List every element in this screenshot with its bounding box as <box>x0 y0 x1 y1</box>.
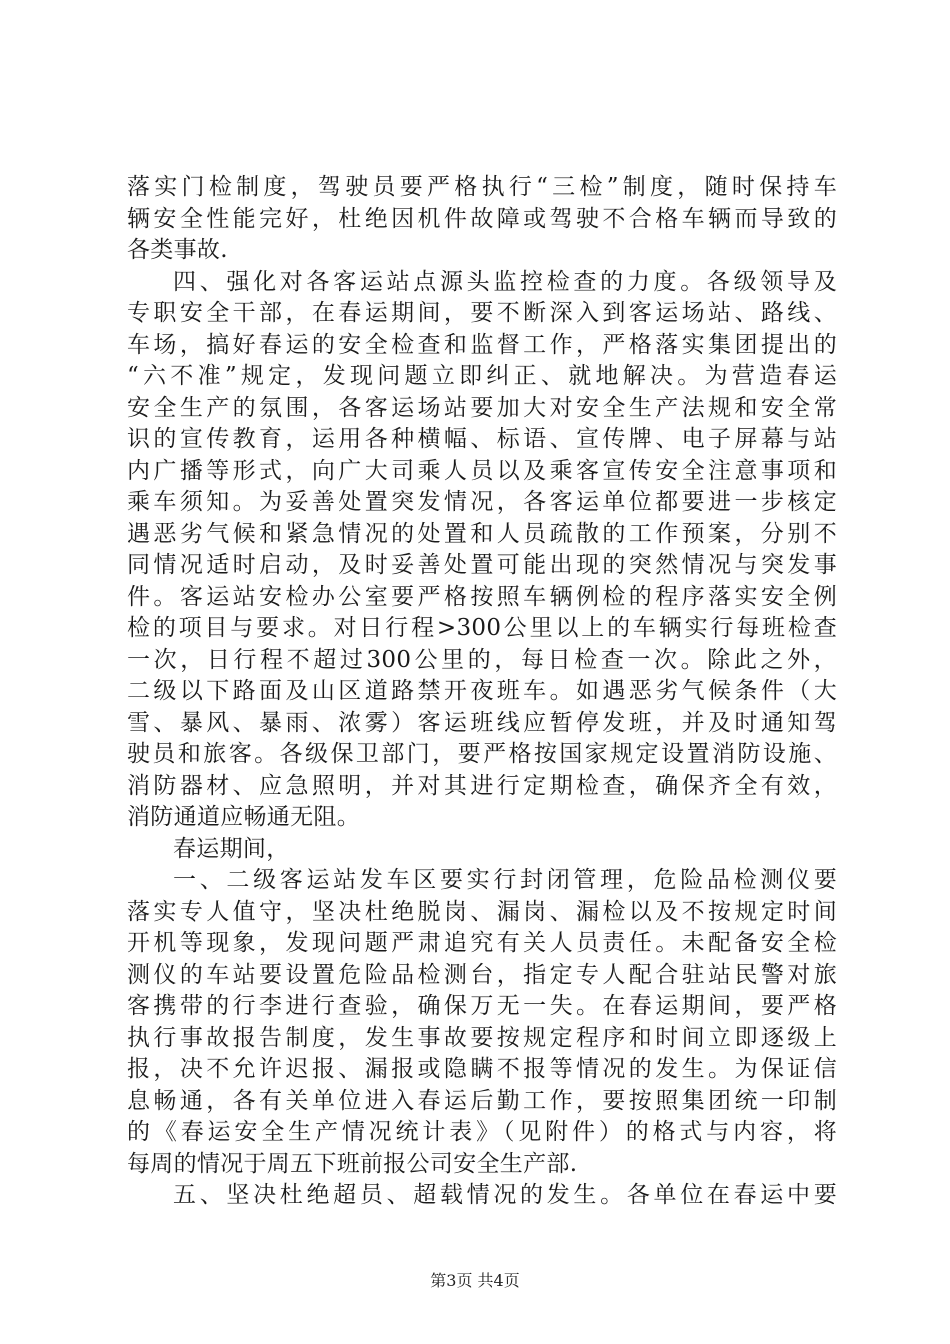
text-line: 的《春运安全生产情况统计表》（见附件）的格式与内容，将 <box>127 1119 837 1145</box>
text-line: 检的项目与要求。对日行程>300公里以上的车辆实行每班检查 <box>127 615 837 641</box>
text-line: 测仪的车站要设置危险品检测台，指定专人配合驻站民警对旅 <box>127 961 837 988</box>
text-line: 执行事故报告制度，发生事故要按规定程序和时间立即逐级上 <box>127 1024 837 1051</box>
text-line: 一、二级客运站发车区要实行封闭管理，危险品检测仪要 <box>173 867 837 893</box>
text-line: 同情况适时启动，及时妥善处置可能出现的突然情况与突发事 <box>127 552 837 578</box>
text-line: 乘车须知。为妥善处置突发情况，各客运单位都要进一步核定 <box>127 489 837 515</box>
document-body <box>127 172 837 1212</box>
text-line: 识的宣传教育，运用各种横幅、标语、宣传牌、电子屏幕与站 <box>127 426 837 452</box>
text-line: 客携带的行李进行查验，确保万无一失。在春运期间，要严格 <box>127 993 837 1019</box>
text-line: 落实专人值守，坚决杜绝脱岗、漏岗、漏检以及不按规定时间 <box>127 898 837 925</box>
text-line: 安全生产的氛围，各客运场站要加大对安全生产法规和安全常 <box>127 394 837 421</box>
text-line: 二级以下路面及山区道路禁开夜班车。如遇恶劣气候条件（大 <box>127 678 837 704</box>
text-line: 遇恶劣气候和紧急情况的处置和人员疏散的工作预案，分别不 <box>127 520 837 547</box>
text-line: 各类事故. <box>127 237 228 263</box>
text-line: 报，决不允许迟报、漏报或隐瞒不报等情况的发生。为保证信 <box>127 1056 837 1082</box>
text-line: 每周的情况于周五下班前报公司安全生产部. <box>127 1150 578 1177</box>
text-line: 落实门检制度，驾驶员要严格执行“三检”制度，随时保持车 <box>127 174 837 200</box>
text-line: 车场，搞好春运的安全检查和监督工作，严格落实集团提出的 <box>127 331 837 358</box>
text-line: 雪、暴风、暴雨、浓雾）客运班线应暂停发班，并及时通知驾 <box>127 709 837 736</box>
text-line: 专职安全干部，在春运期间，要不断深入到客运场站、路线、 <box>127 300 837 326</box>
text-line: 辆安全性能完好，杜绝因机件故障或驾驶不合格车辆而导致的 <box>127 205 837 232</box>
text-line: 息畅通，各有关单位进入春运后勤工作，要按照集团统一印制 <box>127 1087 837 1114</box>
text-line: 开机等现象，发现问题严肃追究有关人员责任。未配备安全检 <box>127 930 837 956</box>
text-line: 消防通道应畅通无阻。 <box>127 804 360 830</box>
text-line: 内广播等形式，向广大司乘人员以及乘客宣传安全注意事项和 <box>127 457 837 484</box>
text-line: 消防器材、应急照明，并对其进行定期检查，确保齐全有效， <box>127 772 837 799</box>
text-line: 五、坚决杜绝超员、超载情况的发生。各单位在春运中要 <box>173 1182 837 1208</box>
text-line: 一次，日行程不超过300公里的，每日检查一次。除此之外， <box>127 646 837 673</box>
text-line: 件。客运站安检办公室要严格按照车辆例检的程序落实安全例 <box>127 583 837 610</box>
text-line: 四、强化对各客运站点源头监控检查的力度。各级领导及 <box>173 268 837 295</box>
page-footer: 第3页 共4页 <box>430 1271 520 1290</box>
text-line: “六不准”规定，发现问题立即纠正、就地解决。为营造春运 <box>127 363 837 389</box>
text-line: 驶员和旅客。各级保卫部门，要严格按国家规定设置消防设施、 <box>127 741 837 767</box>
text-line: 春运期间， <box>173 835 290 862</box>
